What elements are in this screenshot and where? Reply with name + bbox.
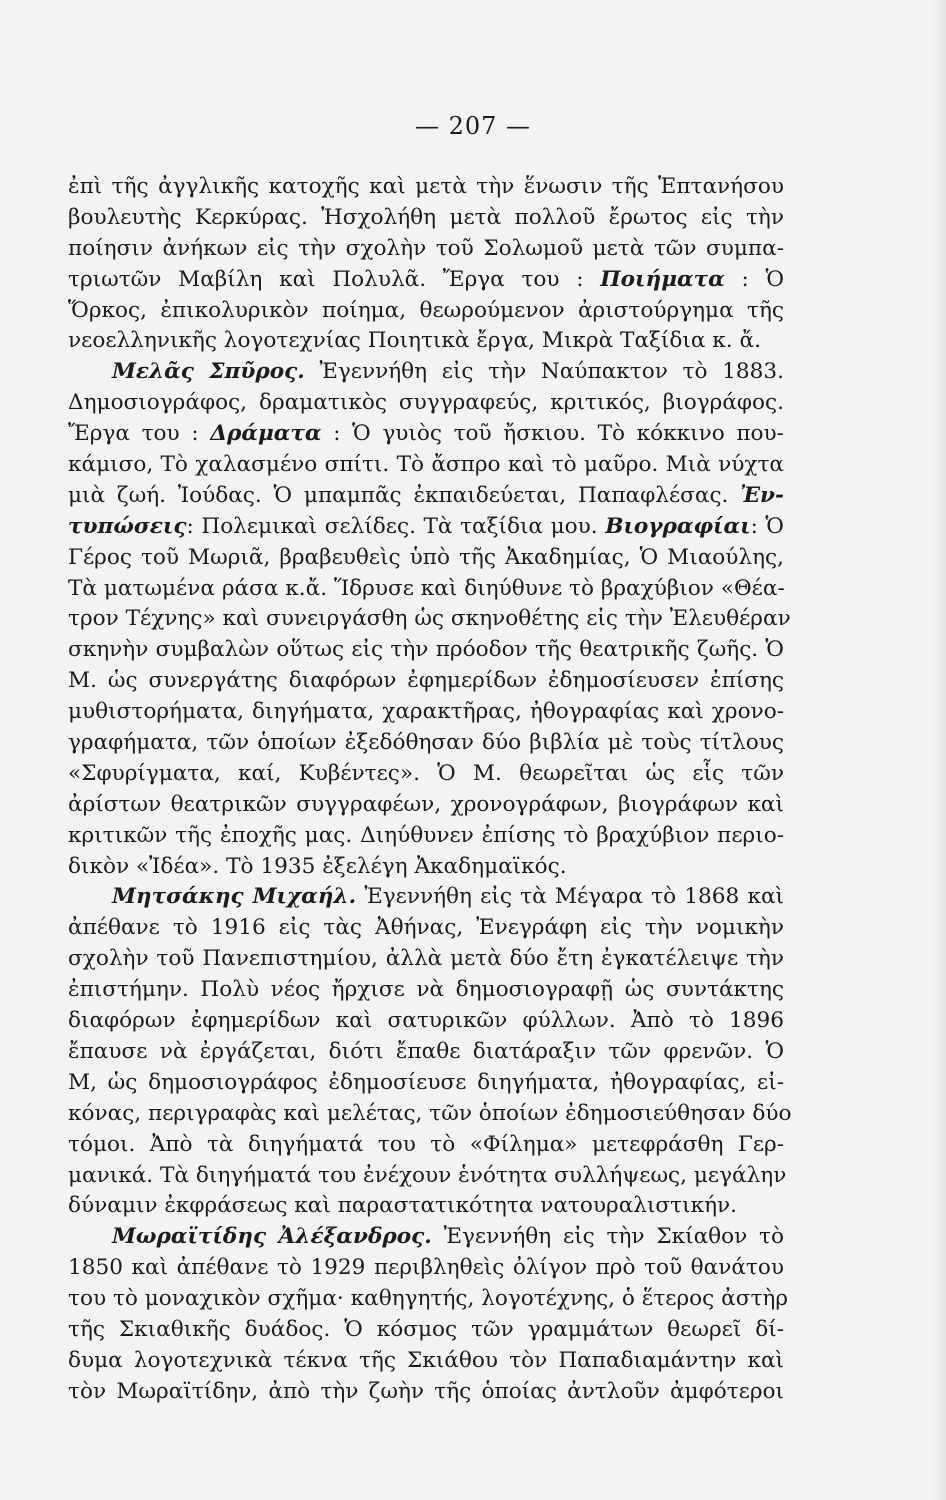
text-line: μανικά. Τὰ διηγήματά του ἐνέχουν ἑνότητα συλλήψεως, μεγάλην: [68, 1162, 787, 1188]
text-line: ἀρίστων θεατρικῶν συγγραφέων, χρονογράφων, βιογράφων καὶ: [68, 791, 784, 817]
works-heading: Ἐν-: [740, 482, 784, 508]
text-line: διαφόρων ἐφημερίδων καὶ σατυρικῶν φύλλων. Ἀπὸ τὸ 1896: [68, 1008, 784, 1034]
entry-start-line: Μητσάκης Μιχαήλ. Ἐγεννήθη εἰς τὰ Μέγαρα τὸ 1868 καὶ: [112, 884, 784, 910]
works-heading: Βιογραφίαι: [605, 513, 751, 539]
text-line: μιὰ ζωή. Ἰούδας. Ὁ μπαμπᾶς ἐκπαιδεύεται, Παπαφλέσας. Ἐν-: [68, 482, 784, 508]
text-line: του τὸ μοναχικὸν σχῆμα· καθηγητής, λογοτέχνης, ὁ ἕτερος ἀστὴρ: [68, 1286, 789, 1312]
text-line: κάμισο, Τὸ χαλασμένο σπίτι. Τὸ ἄσπρο καὶ τὸ μαῦρο. Μιὰ νύχτα: [68, 452, 784, 478]
text-line: Ἔργα του : Δράματα : Ὁ γυιὸς τοῦ ἤσκιου. Τὸ κόκκινο που-: [68, 421, 784, 447]
text-line: μυθιστορήματα, διηγήματα, χαρακτῆρας, ἠθογραφίας καὶ χρονο-: [68, 699, 784, 725]
text-line: ἐπιστήμην. Πολὺ νέος ἤρχισε νὰ δημοσιογραφῇ ὡς συντάκτης: [68, 977, 784, 1003]
text-line: Τὰ ματωμένα ράσα κ.ἄ. Ἵδρυσε καὶ διηύθυνε τὸ βραχύβιον «Θέα-: [68, 575, 785, 601]
text-line: Μ, ὡς δημοσιογράφος ἐδημοσίευσε διηγήματα, ἠθογραφίας, εἰ-: [68, 1069, 784, 1095]
entry-name: Μελᾶς Σπῦρος.: [112, 359, 305, 385]
text-line: τῆς Σκιαθικῆς δυάδος. Ὁ κόσμος τῶν γραμμάτων θεωρεῖ δί-: [68, 1316, 784, 1342]
page-edge-shadow: [932, 0, 946, 1500]
text-line: τριωτῶν Μαβίλη καὶ Πολυλᾶ. Ἔργα του : Ποιήματα : Ὁ: [68, 266, 785, 292]
text-line: κριτικῶν τῆς ἐποχῆς μας. Διηύθυνεν ἐπίσης τὸ βραχύβιον περιο-: [68, 822, 784, 848]
text-line: ποίησιν ἀνήκων εἰς τὴν σχολὴν τοῦ Σολωμοῦ μετὰ τῶν συμπα-: [68, 235, 784, 261]
text-line: τυπώσεις: Πολεμικαὶ σελίδες. Τὰ ταξίδια μου. Βιογραφίαι: Ὁ: [68, 513, 784, 539]
page-number: — 207 —: [414, 112, 532, 140]
text-line: ἀπέθανε τὸ 1916 εἰς τὰς Ἀθήνας, Ἐνεγράφη εἰς τὴν νομικὴν: [68, 915, 784, 941]
text-line: σχολὴν τοῦ Πανεπιστημίου, ἀλλὰ μετὰ δύο ἔτη ἐγκατέλειψε τὴν: [68, 946, 784, 972]
text-line: Γέρος τοῦ Μωριᾶ, βραβευθεὶς ὑπὸ τῆς Ἀκαδημίας, Ὁ Μιαούλης,: [68, 544, 784, 570]
text-line: νεοελληνικῆς λογοτεχνίας Ποιητικὰ ἔργα, Μικρὰ Ταξίδια κ. ἄ.: [68, 328, 761, 354]
text-line: κόνας, περιγραφὰς καὶ μελέτας, τῶν ὁποίων ἐδημοσιεύθησαν δύο: [68, 1100, 792, 1126]
text-line: σκηνὴν συμβαλὼν οὕτως εἰς τὴν πρόοδον τῆς θεατρικῆς ζωῆς. Ὁ: [68, 637, 784, 663]
text-line: τρον Τέχνης» καὶ συνειργάσθη ὡς σκηνοθέτης εἰς τὴν Ἐλευθέραν: [68, 606, 791, 632]
text-line: βουλευτὴς Κερκύρας. Ἠσχολήθη μετὰ πολλοῦ ἔρωτος εἰς τὴν: [68, 204, 784, 230]
text-line: Ὅρκος, ἐπικολυρικὸν ποίημα, θεωρούμενον ἀριστούργημα τῆς: [68, 297, 784, 323]
entry-name: Μωραϊτίδης Ἀλέξανδρος.: [112, 1224, 432, 1250]
entry-name: Μητσάκης Μιχαήλ.: [112, 884, 357, 910]
text-line: τόμοι. Ἀπὸ τὰ διηγήματά του τὸ «Φίλημα» μετεφράσθη Γερ-: [68, 1131, 784, 1157]
text-line: ἔπαυσε νὰ ἐργάζεται, διότι ἔπαθε διατάραξιν τῶν φρενῶν. Ὁ: [68, 1038, 784, 1064]
text-line: Δημοσιογράφος, δραματικὸς συγγραφεύς, κριτικός, βιογράφος.: [68, 390, 784, 416]
works-heading: τυπώσεις: [68, 513, 187, 539]
text-line: δυμα λογοτεχνικὰ τέκνα τῆς Σκιάθου τὸν Παπαδιαμάντην καὶ: [68, 1347, 784, 1373]
text-line: ἐπὶ τῆς ἀγγλικῆς κατοχῆς καὶ μετὰ τὴν ἕνωσιν τῆς Ἑπτανήσου: [68, 174, 784, 199]
entry-start-line: Μελᾶς Σπῦρος. Ἐγεννήθη εἰς τὴν Ναύπακτον τὸ 1883.: [112, 359, 784, 385]
text-line: 1850 καὶ ἀπέθανε τὸ 1929 περιβληθεὶς ὀλίγον πρὸ τοῦ θανάτου: [68, 1255, 784, 1281]
entry-start-line: Μωραϊτίδης Ἀλέξανδρος. Ἐγεννήθη εἰς τὴν Σκίαθον τὸ: [112, 1224, 785, 1250]
text-line: Μ. ὡς συνεργάτης διαφόρων ἐφημερίδων ἐδημοσίευσεν ἐπίσης: [68, 668, 784, 694]
text-line: δύναμιν ἐκφράσεως καὶ παραστατικότητα νατουραλιστικήν.: [68, 1193, 738, 1219]
works-heading: Ποιήματα: [600, 266, 725, 292]
text-line: δικὸν «Ἰδέα». Τὸ 1935 ἐξελέγη Ἀκαδημαϊκός.: [68, 853, 567, 879]
text-line: «Σφυρίγματα, καί, Κυβέντες». Ὁ Μ. θεωρεῖται ὡς εἷς τῶν: [68, 760, 784, 786]
text-line: γραφήματα, τῶν ὁποίων ἐξεδόθησαν δύο βιβλία μὲ τοὺς τίτλους: [68, 730, 784, 756]
text-line: τὸν Μωραϊτίδην, ἀπὸ τὴν ζωὴν τῆς ὁποίας ἀντλοῦν ἀμφότεροι: [68, 1378, 784, 1404]
works-heading: Δράματα: [210, 421, 322, 447]
body-text: [68, 172, 792, 1408]
